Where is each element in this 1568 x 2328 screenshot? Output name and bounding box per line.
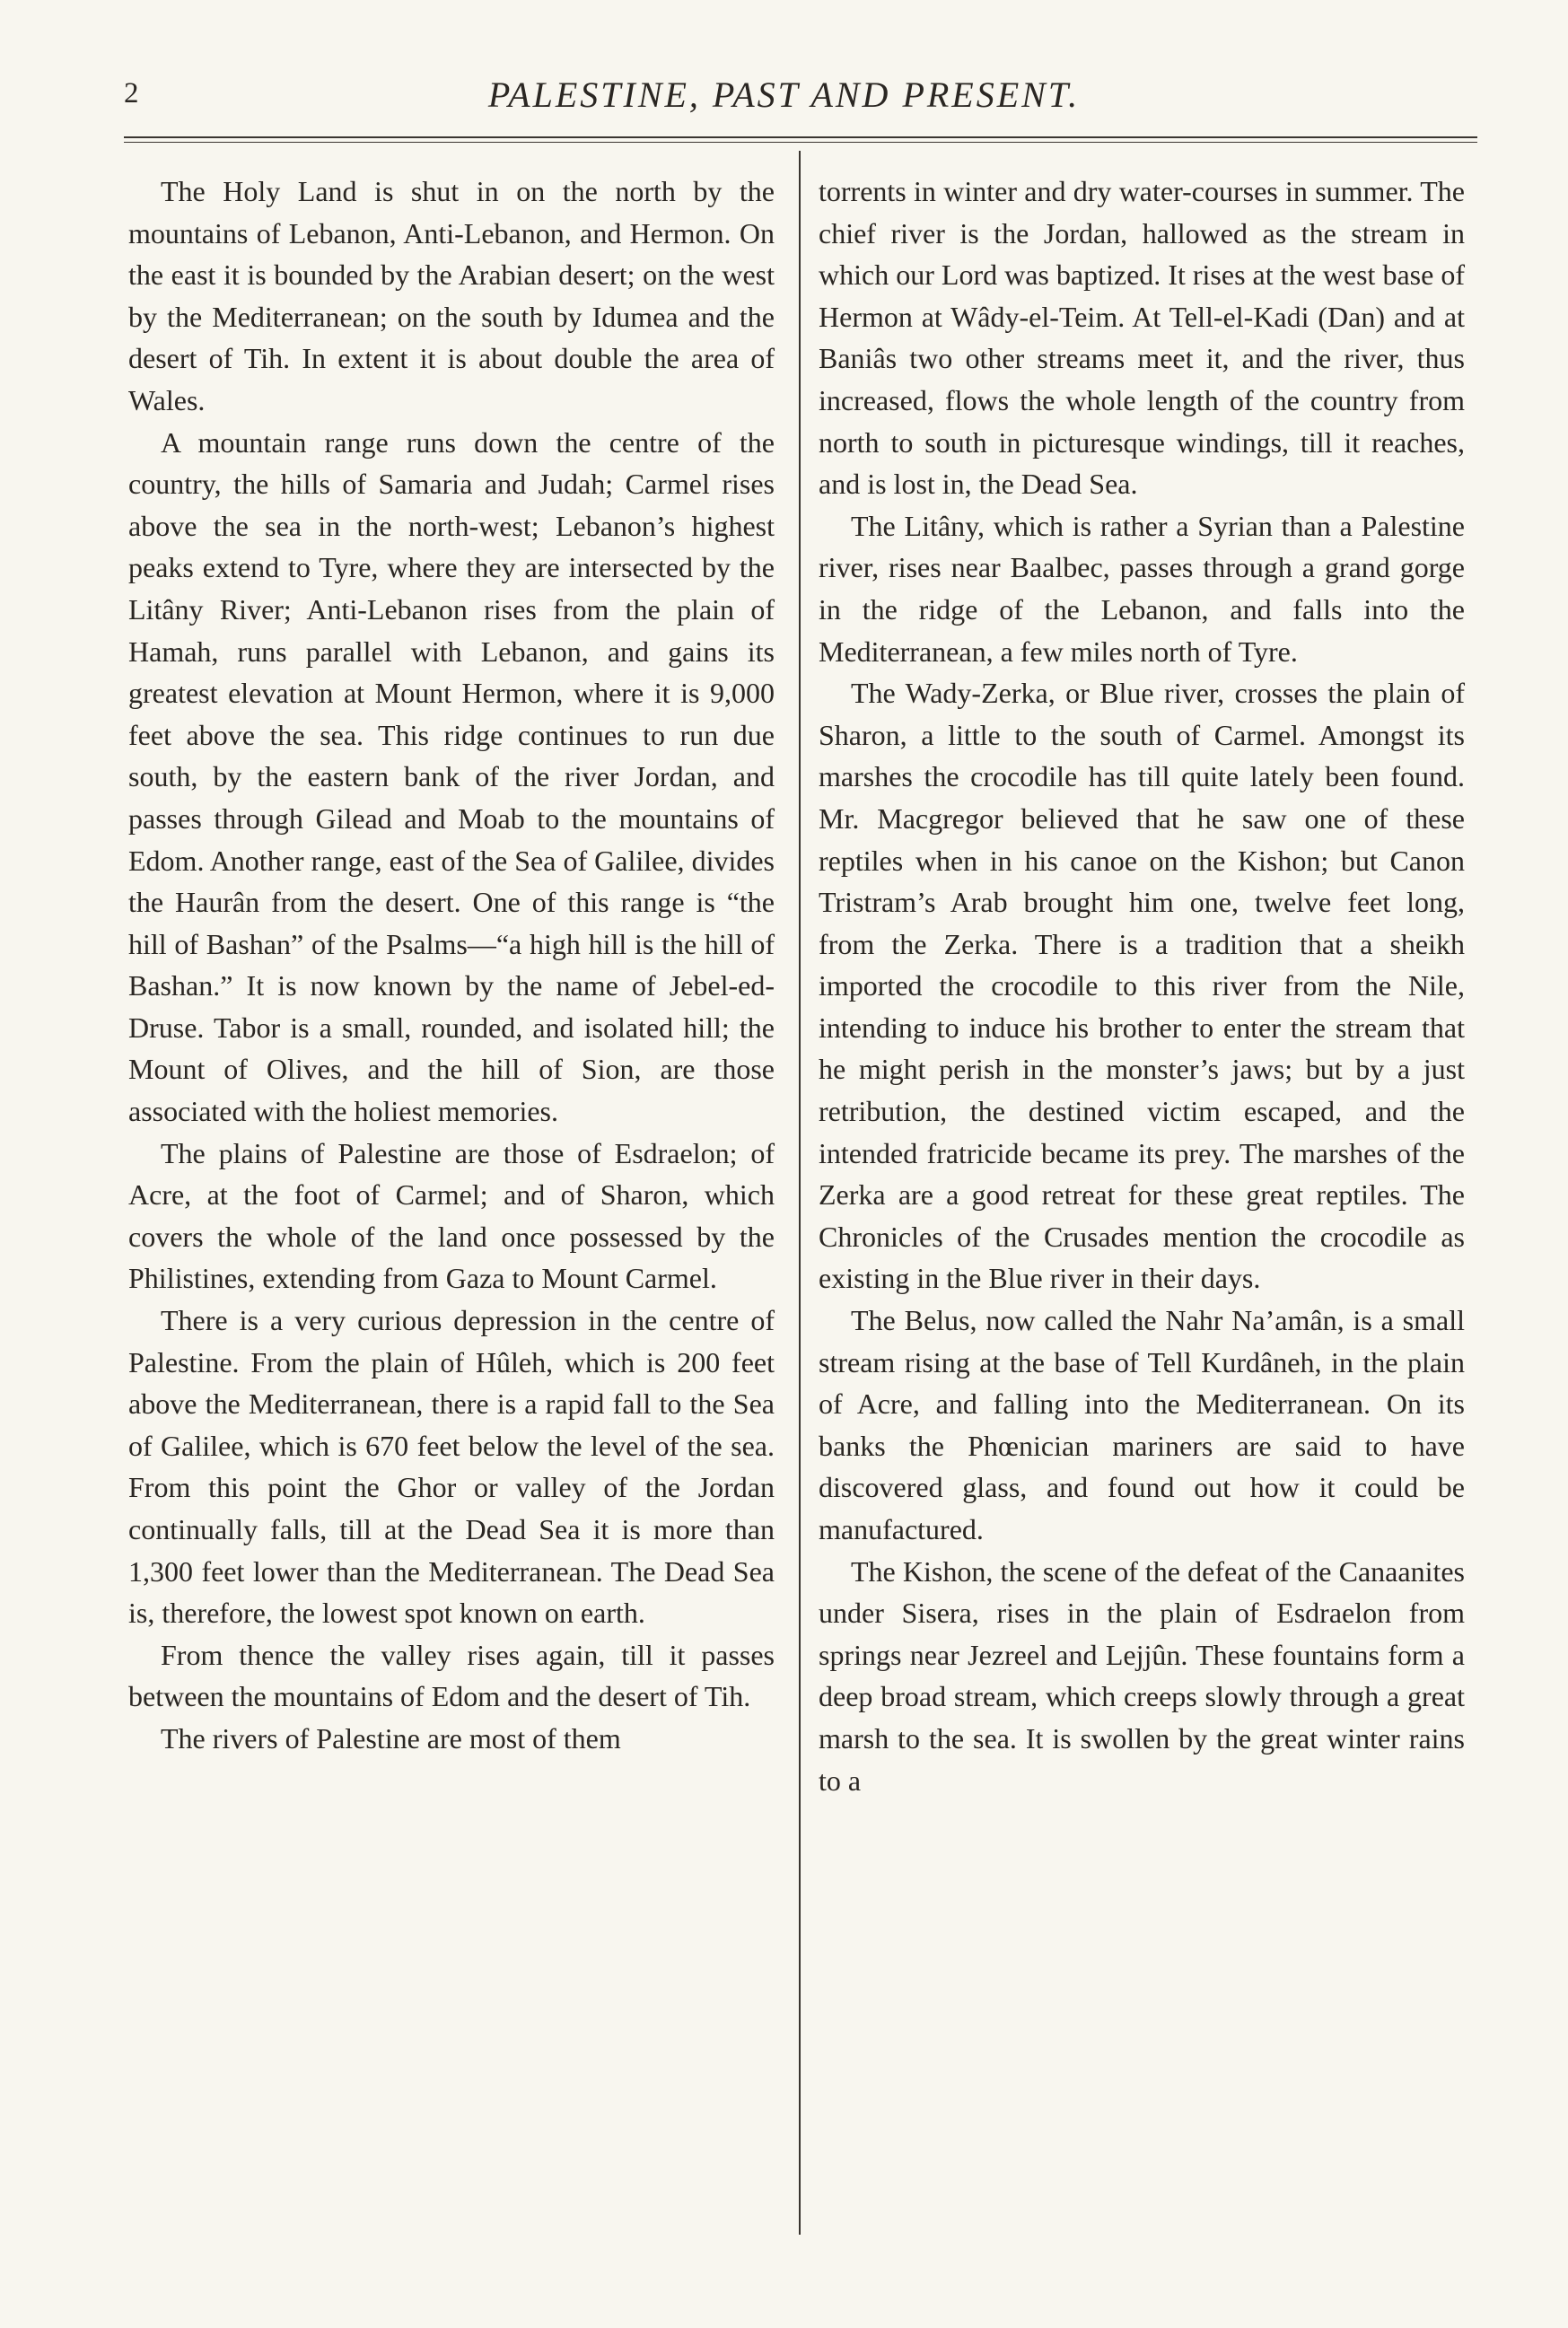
- paragraph: The plains of Palestine are those of Esdraelon; of Acre, at the foot of Carmel; and of Sharon, which covers the whole of the land once possessed by the Philistines, extending from Gaza to Mount Carmel.: [128, 1136, 775, 1295]
- header-rule-thin: [124, 142, 1477, 143]
- paragraph: The Litâny, which is rather a Syrian than a Palestine river, rises near Baalbec, passes through a grand gorge in the ridge of the Lebanon, and falls into the Mediterranean, a few miles north of Tyre.: [819, 509, 1465, 668]
- right-column: [819, 171, 1465, 1801]
- page-header: [0, 74, 1568, 127]
- header-rule: [124, 136, 1477, 138]
- paragraph: The rivers of Palestine are most of them: [161, 1721, 621, 1755]
- paragraph: From thence the valley rises again, till it passes between the mountains of Edom and the desert of Tih.: [128, 1638, 775, 1713]
- paragraph: There is a very curious depression in the centre of Palestine. From the plain of Hûleh, which is 200 feet above the Mediterranean, there is a rapid fall to the Sea of Galilee, which is 670 feet below the level of the sea. From this point the Ghor or valley of the Jordan continually falls, till at the Dead Sea it is more than 1,300 feet lower than the Mediterranean. The Dead Sea is, therefore, the lowest spot known on earth.: [128, 1304, 775, 1630]
- paragraph: The Wady-Zerka, or Blue river, crosses the plain of Sharon, a little to the south of Carmel. Amongst its marshes the crocodile has till quite lately been found. Mr. Macgregor believed that he saw one of these reptiles when in his canoe on the Kishon; but Canon Tristram’s Arab brought him one, twelve feet long, from the Zerka. There is a tradition that a sheikh imported the crocodile to this river from the Nile, intending to induce his brother to enter the stream that he might perish in the monster’s jaws; but by a just retribution, the destined victim escaped, and the intended fratricide became its prey. The marshes of the Zerka are a good retreat for these great reptiles. The Chronicles of the Crusades mention the crocodile as existing in the Blue river in their days.: [819, 677, 1465, 1295]
- page-number: 2: [124, 77, 139, 109]
- left-column: [128, 171, 775, 1760]
- paragraph: The Belus, now called the Nahr Na’amân, is a small stream rising at the base of Tell Kurdâneh, in the plain of Acre, and falling into the Mediterranean. On its banks the Phœnician mariners are said to have discovered glass, and found out how it could be manufactured.: [819, 1304, 1465, 1545]
- paragraph: The Holy Land is shut in on the north by the mountains of Lebanon, Anti-Lebanon, and Hermon. On the east it is bounded by the Arabian desert; on the west by the Mediterranean; on the south by Idumea and the desert of Tih. In extent it is about double the area of Wales.: [128, 175, 775, 416]
- paragraph: A mountain range runs down the centre of the country, the hills of Samaria and Judah; Carmel rises above the sea in the north-west; Lebanon’s highest peaks extend to Tyre, where they are intersected by the Litâny River; Anti-Lebanon rises from the plain of Hamah, runs parallel with Lebanon, and gains its greatest elevation at Mount Hermon, where it is 9,000 feet above the sea. This ridge continues to run due south, by the eastern bank of the river Jordan, and passes through Gilead and Moab to the mountains of Edom. Another range, east of the Sea of Galilee, divides the Haurân from the desert. One of this range is “the hill of Bashan” of the Psalms—“a high hill is the hill of Bashan.” It is now known by the name of Jebel-ed-Druse. Tabor is a small, rounded, and isolated hill; the Mount of Olives, and the hill of Sion, are those associated with the holiest memories.: [128, 425, 775, 1128]
- paragraph-continuation: torrents in winter and dry water-courses in summer. The chief river is the Jordan, hallowed as the stream in which our Lord was baptized. It rises at the west base of Hermon at Wâdy-el-Teim. At Tell-el-Kadi (Dan) and at Baniâs two other streams meet it, and the river, thus increased, flows the whole length of the country from north to south in picturesque windings, till it reaches, and is lost in, the Dead Sea.: [819, 175, 1465, 501]
- running-title: PALESTINE, PAST AND PRESENT.: [487, 74, 1081, 115]
- column-divider: [799, 151, 801, 2235]
- paragraph: The Kishon, the scene of the defeat of the Canaanites under Sisera, rises in the plain of Esdraelon from springs near Jezreel and Lejjûn. These fountains form a deep broad stream, which creeps slowly through a great marsh to the sea. It is swollen by the great winter rains to a: [819, 1554, 1465, 1797]
